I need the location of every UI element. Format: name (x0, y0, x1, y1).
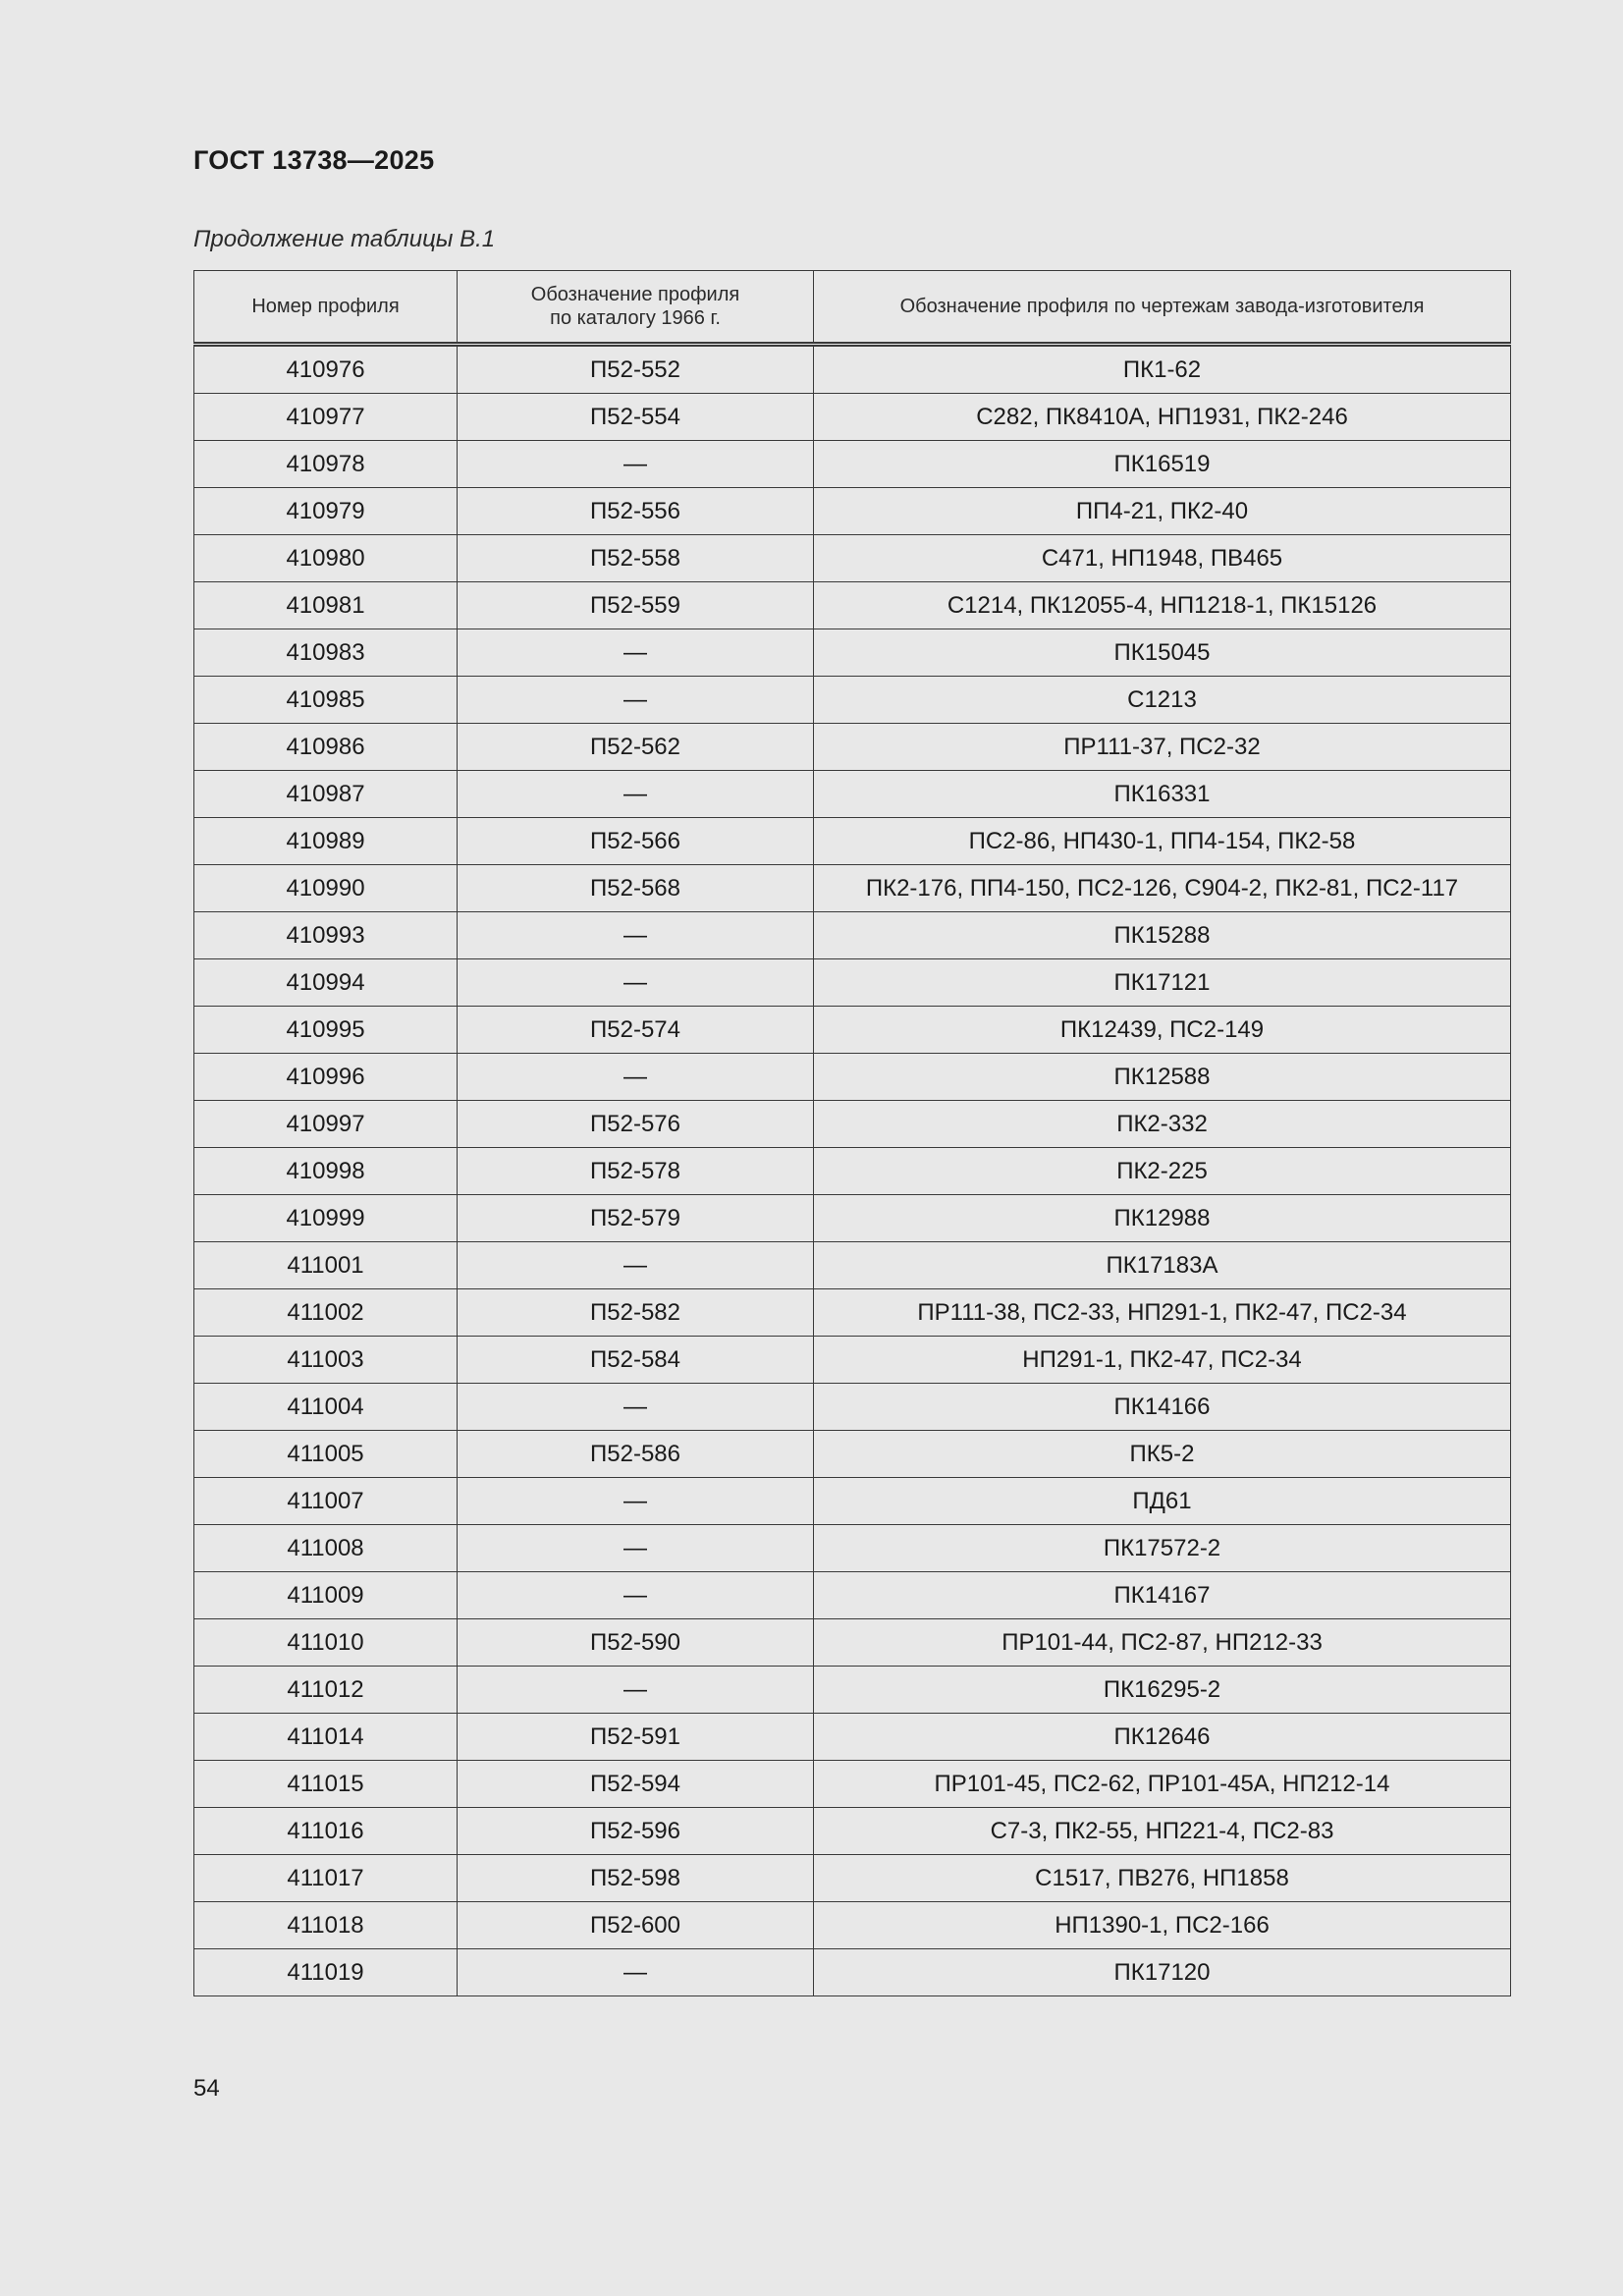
cell-catalog-designation: П52-594 (458, 1761, 814, 1808)
table-row (194, 1054, 1511, 1101)
cell-factory-designation: ПР111-38, ПС2-33, НП291-1, ПК2-47, ПС2-34 (814, 1289, 1511, 1337)
cell-catalog-designation: — (458, 629, 814, 677)
cell-catalog-designation: П52-554 (458, 394, 814, 441)
cell-factory-designation: ПК14166 (814, 1384, 1511, 1431)
header-factory-drawings (814, 271, 1511, 345)
table-row (194, 1242, 1511, 1289)
cell-factory-designation: ПК2-332 (814, 1101, 1511, 1148)
cell-profile-number: 410995 (194, 1007, 458, 1054)
table-row (194, 394, 1511, 441)
table-row (194, 1949, 1511, 1996)
table-row (194, 865, 1511, 912)
table-row (194, 1431, 1511, 1478)
table-row (194, 1337, 1511, 1384)
cell-catalog-designation: — (458, 441, 814, 488)
cell-profile-number: 410980 (194, 535, 458, 582)
header-row (194, 271, 1511, 345)
table-body (194, 345, 1511, 1996)
cell-profile-number: 411004 (194, 1384, 458, 1431)
table-row (194, 1384, 1511, 1431)
cell-profile-number: 411008 (194, 1525, 458, 1572)
cell-catalog-designation: П52-600 (458, 1902, 814, 1949)
cell-profile-number: 411016 (194, 1808, 458, 1855)
cell-factory-designation: С471, НП1948, ПВ465 (814, 535, 1511, 582)
cell-factory-designation: С1214, ПК12055-4, НП1218-1, ПК15126 (814, 582, 1511, 629)
cell-profile-number: 411005 (194, 1431, 458, 1478)
cell-catalog-designation: — (458, 912, 814, 959)
table-header (194, 271, 1511, 345)
cell-catalog-designation: П52-598 (458, 1855, 814, 1902)
cell-catalog-designation: П52-596 (458, 1808, 814, 1855)
header-line: Номер профиля (251, 296, 400, 317)
cell-factory-designation: ПК15288 (814, 912, 1511, 959)
cell-profile-number: 410979 (194, 488, 458, 535)
cell-catalog-designation: — (458, 1242, 814, 1289)
header-line: Обозначение профиля по чертежам завода-изготовителя (899, 296, 1425, 317)
table-row (194, 535, 1511, 582)
cell-profile-number: 411018 (194, 1902, 458, 1949)
header-profile-number (194, 271, 458, 345)
cell-catalog-designation: П52-568 (458, 865, 814, 912)
cell-factory-designation: С1213 (814, 677, 1511, 724)
table-row (194, 1667, 1511, 1714)
cell-catalog-designation: П52-584 (458, 1337, 814, 1384)
cell-catalog-designation: П52-582 (458, 1289, 814, 1337)
cell-catalog-designation: П52-552 (458, 345, 814, 394)
table-row (194, 1855, 1511, 1902)
cell-profile-number: 411009 (194, 1572, 458, 1619)
cell-profile-number: 410996 (194, 1054, 458, 1101)
header-line: по каталогу 1966 г. (550, 307, 721, 329)
table-row (194, 1101, 1511, 1148)
cell-profile-number: 411017 (194, 1855, 458, 1902)
table-row (194, 1525, 1511, 1572)
cell-catalog-designation: — (458, 959, 814, 1007)
cell-profile-number: 410983 (194, 629, 458, 677)
cell-factory-designation: С1517, ПВ276, НП1858 (814, 1855, 1511, 1902)
cell-factory-designation: С7-3, ПК2-55, НП221-4, ПС2-83 (814, 1808, 1511, 1855)
cell-profile-number: 411015 (194, 1761, 458, 1808)
cell-catalog-designation: — (458, 1525, 814, 1572)
cell-catalog-designation: — (458, 1054, 814, 1101)
cell-catalog-designation: — (458, 1667, 814, 1714)
cell-profile-number: 411001 (194, 1242, 458, 1289)
table-row (194, 1761, 1511, 1808)
cell-catalog-designation: — (458, 1478, 814, 1525)
table-row (194, 724, 1511, 771)
cell-factory-designation: ПК5-2 (814, 1431, 1511, 1478)
table-row (194, 677, 1511, 724)
profiles-table (193, 270, 1511, 1996)
cell-factory-designation: ПК17572-2 (814, 1525, 1511, 1572)
table-row (194, 1619, 1511, 1667)
cell-profile-number: 410978 (194, 441, 458, 488)
table-row (194, 912, 1511, 959)
cell-factory-designation: ПП4-21, ПК2-40 (814, 488, 1511, 535)
cell-catalog-designation: П52-559 (458, 582, 814, 629)
cell-factory-designation: ПР111-37, ПС2-32 (814, 724, 1511, 771)
table-row (194, 1714, 1511, 1761)
cell-factory-designation: НП291-1, ПК2-47, ПС2-34 (814, 1337, 1511, 1384)
cell-factory-designation: ПК16331 (814, 771, 1511, 818)
cell-profile-number: 410989 (194, 818, 458, 865)
cell-factory-designation: ПК12988 (814, 1195, 1511, 1242)
cell-catalog-designation: — (458, 771, 814, 818)
table-row (194, 441, 1511, 488)
cell-factory-designation: ПК2-176, ПП4-150, ПС2-126, С904-2, ПК2-81, ПС2-117 (814, 865, 1511, 912)
cell-catalog-designation: — (458, 1384, 814, 1431)
header-catalog-1966 (458, 271, 814, 345)
cell-catalog-designation: П52-558 (458, 535, 814, 582)
cell-catalog-designation: П52-576 (458, 1101, 814, 1148)
cell-catalog-designation: — (458, 1572, 814, 1619)
cell-factory-designation: ПК17120 (814, 1949, 1511, 1996)
cell-profile-number: 411002 (194, 1289, 458, 1337)
table-row (194, 345, 1511, 394)
cell-profile-number: 410997 (194, 1101, 458, 1148)
document-header: ГОСТ 13738—2025 (193, 145, 435, 175)
cell-profile-number: 410999 (194, 1195, 458, 1242)
cell-profile-number: 411003 (194, 1337, 458, 1384)
cell-factory-designation: ПК12588 (814, 1054, 1511, 1101)
cell-profile-number: 410986 (194, 724, 458, 771)
cell-profile-number: 411014 (194, 1714, 458, 1761)
cell-profile-number: 411012 (194, 1667, 458, 1714)
cell-factory-designation: ПК12646 (814, 1714, 1511, 1761)
cell-factory-designation: ПК12439, ПС2-149 (814, 1007, 1511, 1054)
table-row (194, 1572, 1511, 1619)
cell-profile-number: 410994 (194, 959, 458, 1007)
cell-catalog-designation: П52-566 (458, 818, 814, 865)
table-row (194, 1195, 1511, 1242)
cell-catalog-designation: — (458, 677, 814, 724)
cell-profile-number: 411007 (194, 1478, 458, 1525)
table-row (194, 1007, 1511, 1054)
cell-factory-designation: ПР101-45, ПС2-62, ПР101-45А, НП212-14 (814, 1761, 1511, 1808)
cell-factory-designation: ПК15045 (814, 629, 1511, 677)
cell-profile-number: 410985 (194, 677, 458, 724)
cell-profile-number: 410977 (194, 394, 458, 441)
cell-factory-designation: ПК17121 (814, 959, 1511, 1007)
cell-factory-designation: ПК1-62 (814, 345, 1511, 394)
cell-catalog-designation: П52-578 (458, 1148, 814, 1195)
cell-factory-designation: ПК16519 (814, 441, 1511, 488)
cell-catalog-designation: — (458, 1949, 814, 1996)
cell-profile-number: 410976 (194, 345, 458, 394)
cell-factory-designation: ПК17183А (814, 1242, 1511, 1289)
table-row (194, 1808, 1511, 1855)
cell-factory-designation: ПД61 (814, 1478, 1511, 1525)
cell-factory-designation: ПК14167 (814, 1572, 1511, 1619)
cell-profile-number: 410987 (194, 771, 458, 818)
cell-catalog-designation: П52-556 (458, 488, 814, 535)
cell-profile-number: 410990 (194, 865, 458, 912)
cell-profile-number: 410998 (194, 1148, 458, 1195)
cell-profile-number: 411010 (194, 1619, 458, 1667)
header-line: Обозначение профиля (530, 284, 740, 305)
cell-catalog-designation: П52-579 (458, 1195, 814, 1242)
cell-catalog-designation: П52-574 (458, 1007, 814, 1054)
table-row (194, 1289, 1511, 1337)
cell-factory-designation: С282, ПК8410А, НП1931, ПК2-246 (814, 394, 1511, 441)
table-caption: Продолжение таблицы В.1 (193, 226, 496, 252)
cell-factory-designation: ПК2-225 (814, 1148, 1511, 1195)
table-row (194, 1148, 1511, 1195)
cell-catalog-designation: П52-586 (458, 1431, 814, 1478)
cell-factory-designation: ПК16295-2 (814, 1667, 1511, 1714)
table-row (194, 959, 1511, 1007)
table-row (194, 582, 1511, 629)
table-row (194, 629, 1511, 677)
table-row (194, 818, 1511, 865)
cell-profile-number: 411019 (194, 1949, 458, 1996)
cell-catalog-designation: П52-591 (458, 1714, 814, 1761)
page-number: 54 (193, 2075, 220, 2102)
cell-catalog-designation: П52-590 (458, 1619, 814, 1667)
table-row (194, 1902, 1511, 1949)
cell-factory-designation: ПР101-44, ПС2-87, НП212-33 (814, 1619, 1511, 1667)
cell-profile-number: 410981 (194, 582, 458, 629)
cell-profile-number: 410993 (194, 912, 458, 959)
table-row (194, 771, 1511, 818)
cell-factory-designation: НП1390-1, ПС2-166 (814, 1902, 1511, 1949)
table-row (194, 488, 1511, 535)
cell-factory-designation: ПС2-86, НП430-1, ПП4-154, ПК2-58 (814, 818, 1511, 865)
cell-catalog-designation: П52-562 (458, 724, 814, 771)
table-row (194, 1478, 1511, 1525)
